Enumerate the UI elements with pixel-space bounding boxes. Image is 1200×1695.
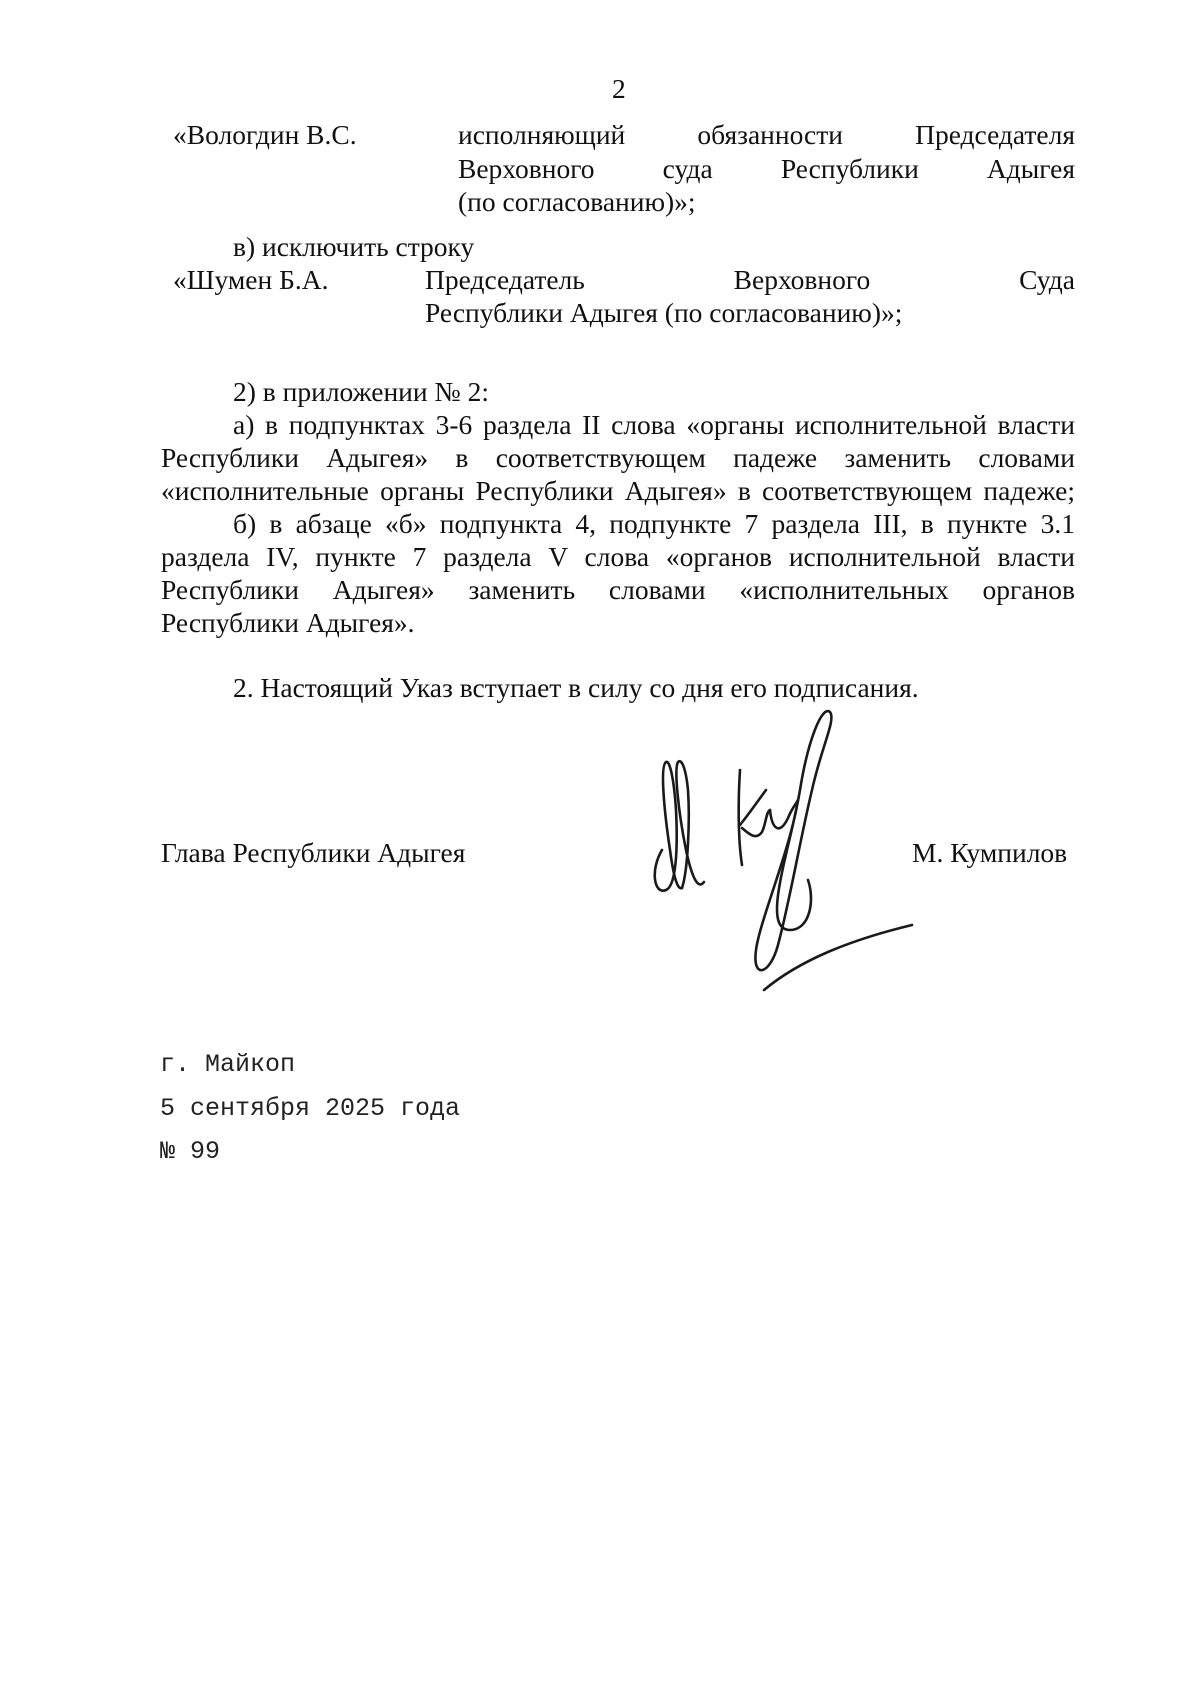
- footer-date: 5 сентября 2025 года: [160, 1094, 461, 1123]
- annex2-item-b-line-1: б) в абзаце «б» подпункта 4, подпункте 7 раздела III, в пункте 3.1: [233, 508, 1075, 539]
- footer-city: г. Майкоп: [160, 1050, 296, 1079]
- annex2-item-b-line-4: Республики Адыгея».: [161, 607, 415, 638]
- annex2-item-a-line-1: а) в подпунктах 3-6 раздела II слова «органы исполнительной власти: [233, 409, 1075, 440]
- entry-name-shumen: «Шумен Б.А.: [173, 264, 329, 295]
- annex2-item-b-line-3: Республики Адыгея» заменить словами «исполнительных органов: [161, 574, 1075, 605]
- entry-position-vologdin-line-1: исполняющий обязанности Председателя: [458, 119, 1075, 150]
- annex2-intro: 2) в приложении № 2:: [233, 376, 489, 407]
- entry-position-vologdin-line-3: (по согласованию)»;: [458, 186, 696, 217]
- signatory-name: М. Кумпилов: [912, 837, 1068, 868]
- handwritten-signature-icon: [640, 700, 920, 1010]
- footer-decree-number: № 99: [160, 1137, 221, 1166]
- annex2-item-a-line-2: Республики Адыгея» в соответствующем падеже заменить словами: [161, 442, 1075, 473]
- annex2-item-a-line-3: «исполнительные органы Республики Адыгея» в соответствующем падеже;: [161, 475, 1075, 506]
- entry-position-vologdin-line-2: Верховного суда Республики Адыгея: [458, 153, 1075, 184]
- entry-name-vologdin: «Вологдин В.С.: [173, 119, 357, 150]
- clause-2: 2. Настоящий Указ вступает в силу со дня его подписания.: [233, 672, 919, 703]
- signatory-position: Глава Республики Адыгея: [161, 837, 466, 868]
- entry-position-shumen-line-2: Республики Адыгея (по согласованию)»;: [425, 297, 903, 328]
- entry-position-shumen-line-1: Председатель Верховного Суда: [425, 264, 1075, 295]
- annex2-item-b-line-2: раздела IV, пункте 7 раздела V слова «органов исполнительной власти: [161, 541, 1075, 572]
- page-number: 2: [612, 73, 626, 104]
- exclude-line-intro: в) исключить строку: [233, 231, 475, 262]
